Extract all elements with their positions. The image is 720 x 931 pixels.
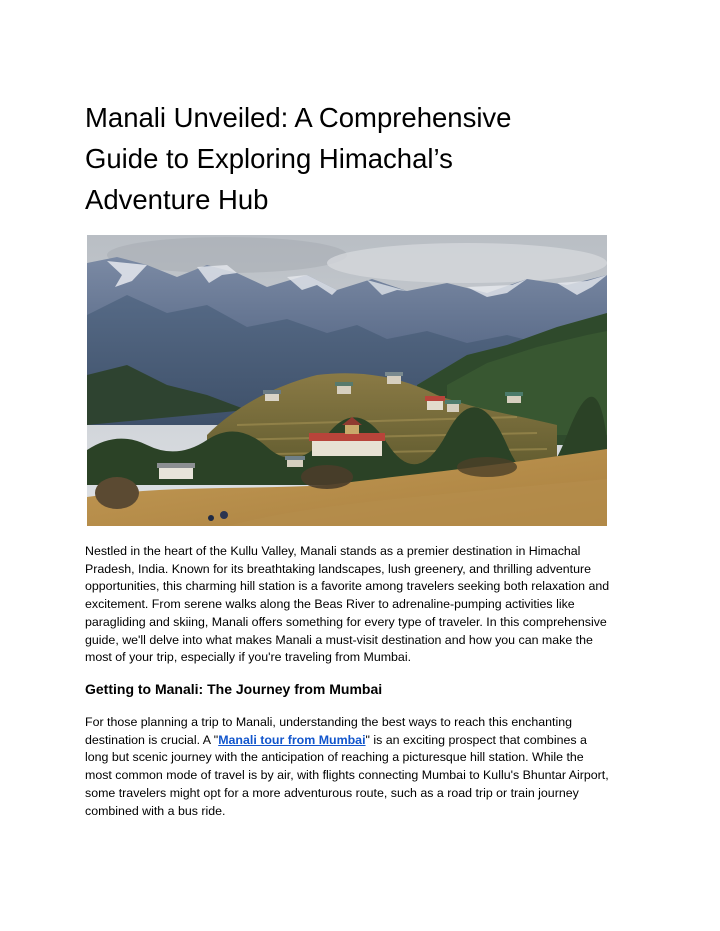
text-line: For those planning a trip to Manali, understanding the best ways to reach this enchanting [85, 715, 572, 729]
title-line: Adventure Hub [85, 184, 269, 215]
text-line: paragliding and skiing, Manali offers something for every type of traveler. In this comprehensive [85, 614, 607, 629]
text-line: some travelers might opt for a more adventurous route, such as a road trip or train journey [85, 785, 579, 800]
text-segment: destination is crucial. A " [85, 732, 219, 747]
title-line: Manali Unveiled: A Comprehensive [85, 102, 512, 133]
text-line-with-link [85, 732, 655, 750]
text-line: long but scenic journey with the anticipation of reaching a picturesque hill station. While the [85, 750, 584, 765]
text-line: excitement. From serene walks along the Beas River to adrenaline-pumping activities like [85, 597, 575, 612]
section-paragraph [85, 714, 655, 820]
text-line: combined with a bus ride. [85, 803, 226, 818]
article-title [85, 97, 645, 220]
manali-tour-link[interactable]: Manali tour from Mumbai [218, 732, 366, 747]
text-line: most of your trip, especially if you're traveling from Mumbai. [85, 650, 412, 665]
mountain-valley-image [87, 235, 607, 526]
title-line: Guide to Exploring Himachal’s [85, 143, 453, 174]
text-line: most common mode of travel is by air, with flights connecting Mumbai to Kullu's Bhuntar Airport, [85, 768, 609, 783]
section-heading: Getting to Manali: The Journey from Mumbai [85, 681, 383, 697]
hero-image [87, 235, 607, 526]
text-line: Pradesh, India. Known for its breathtaking landscapes, lush greenery, and thrilling adventure [85, 561, 592, 576]
text-line: guide, we'll delve into what makes Manali a must-visit destination and how you can make the [85, 632, 593, 647]
text-line: opportunities, this charming hill station is a favorite among travelers seeking both relaxation and [85, 579, 610, 594]
intro-paragraph [85, 543, 655, 667]
text-line: Nestled in the heart of the Kullu Valley, Manali stands as a premier destination in Himachal [85, 544, 581, 558]
text-segment: " is an exciting prospect that combines a [365, 732, 587, 747]
